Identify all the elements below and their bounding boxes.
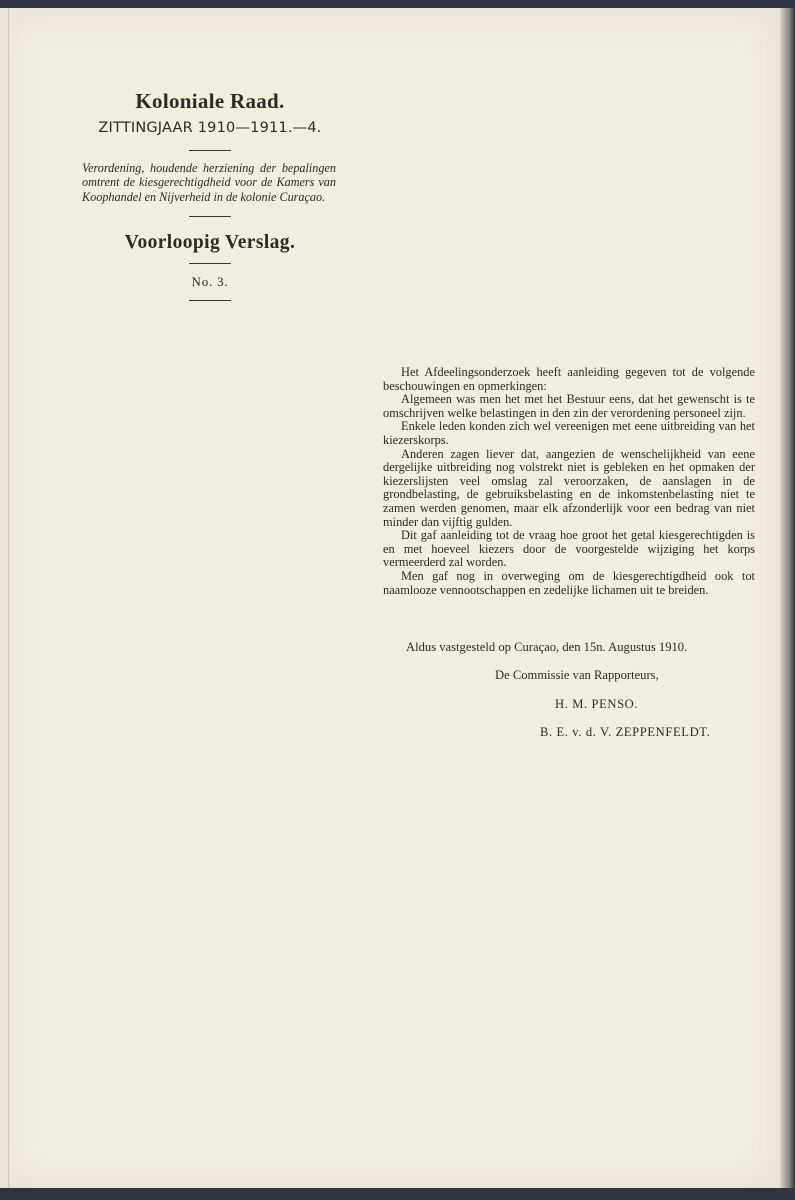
header-rule-2 — [189, 216, 231, 217]
body-paragraph-3: Enkele leden konden zich wel vereenigen met eene uitbreiding van het kiezerskorps. — [383, 419, 755, 447]
page-fold-line — [8, 8, 9, 1188]
council-title: Koloniale Raad. — [135, 89, 285, 113]
session-year: ZITTINGJAAR 1910—1911.—4. — [98, 120, 322, 136]
signatory-zeppenfeldt: B. E. v. d. V. ZEPPENFELDT. — [540, 725, 711, 739]
body-paragraph-4: Anderen zagen liever dat, aangezien de wenschelijkheid van eene dergelijke uitbreiding nog volstrekt niet is gebleken en het opmaken der kiezerslijsten veel omslag zal veroorzaken, de aanslagen in de grondbelasting, de gebruiksbelasting en de inkomstenbelasting niet te zamen werden genomen, maar elk afzonderlijk voor een bedrag van niet minder dan vijftig gulden. — [383, 446, 755, 529]
ordinance-subject: Verordening, houdende herziening der bepalingen omtrent de kiesgerechtigdheid voor de Kamers van Koophandel en Nijverheid in de kolonie Curaçao. — [82, 161, 336, 204]
header-rule-1 — [189, 150, 231, 151]
closing-statement: Aldus vastgesteld op Curaçao, den 15n. Augustus 1910. — [406, 640, 688, 654]
body-paragraph-2: Algemeen was men het met het Bestuur eens, dat het gewenscht is te omschrijven welke belastingen in den zin der verordening personeel zijn. — [383, 392, 755, 420]
header-rule-3 — [189, 263, 231, 264]
report-body — [383, 366, 755, 597]
report-title: Voorloopig Verslag. — [124, 232, 296, 254]
page-edge-shadow — [780, 8, 795, 1188]
commission-line: De Commissie van Rapporteurs, — [495, 668, 659, 682]
body-paragraph-6: Men gaf nog in overweging om de kiesgerechtigdheid ook tot naamlooze vennootschappen en zedelijke lichamen uit te breiden. — [383, 568, 755, 597]
document-header — [78, 88, 342, 301]
body-paragraph-1: Het Afdeelingsonderzoek heeft aanleiding gegeven tot de volgende beschouwingen en opmerkingen: — [383, 365, 755, 393]
body-paragraph-5: Dit gaf aanleiding tot de vraag hoe groot het getal kiesgerechtigden is en met hoeveel kiezers door de voorgestelde wijziging het korps vermeerderd zal worden. — [383, 528, 755, 570]
report-number: No. 3. — [191, 274, 229, 290]
signatory-penso: H. M. PENSO. — [555, 697, 639, 711]
header-rule-4 — [189, 300, 231, 301]
document-page — [0, 8, 780, 1188]
